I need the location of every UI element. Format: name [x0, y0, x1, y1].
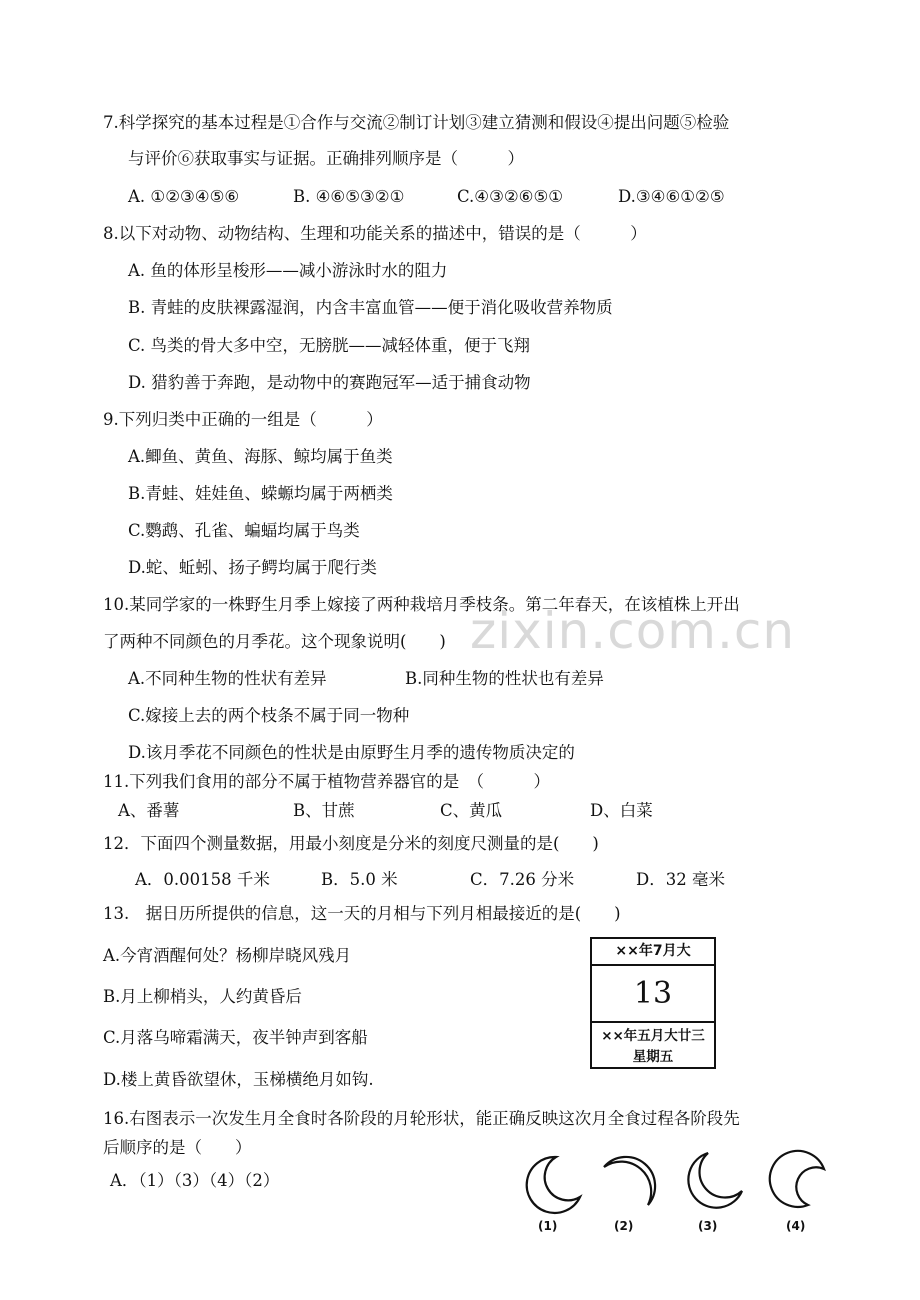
q16-stem-line1: 16.右图表示一次发生月全食时各阶段的月轮形状，能正确反映这次月全食过程各阶段先: [103, 1109, 740, 1128]
q13-option-c: C.月落乌啼霜满天，夜半钟声到客船: [103, 1028, 368, 1047]
q10-option-d: D.该月季花不同颜色的性状是由原野生月季的遗传物质决定的: [128, 743, 575, 762]
q9-option-c: C.鹦鹉、孔雀、蝙蝠均属于鸟类: [128, 521, 360, 540]
q12-option-c: C．7.26 分米: [470, 870, 575, 889]
q9-option-d: D.蛇、蚯蚓、扬子鳄均属于爬行类: [128, 558, 377, 577]
q12-option-d: D．32 毫米: [636, 870, 725, 889]
q11-option-b: B、甘蔗: [293, 801, 355, 820]
q9-option-a: A.鲫鱼、黄鱼、海豚、鲸均属于鱼类: [128, 447, 393, 466]
moon-label-3: (3): [698, 1219, 718, 1233]
q11-stem: 11.下列我们食用的部分不属于植物营养器官的是 （ ）: [103, 772, 550, 791]
crescent-moon-3-icon: [688, 1153, 742, 1208]
moon-label-2: (2): [614, 1219, 634, 1233]
q7-option-c: C.④③②⑥⑤①: [457, 187, 564, 206]
q11-option-d: D、白菜: [590, 801, 653, 820]
moon-label-4: (4): [786, 1219, 806, 1233]
q12-option-b: B．5.0 米: [321, 870, 398, 889]
q12-option-a: A．0.00158 千米: [135, 870, 270, 889]
q16-option-a: A．（1）（3）（4）（2）: [110, 1171, 280, 1190]
q13-option-b: B.月上柳梢头，人约黄昏后: [103, 987, 302, 1006]
q10-option-a: A.不同种生物的性状有差异: [128, 669, 327, 688]
q13-option-d: D.楼上黄昏欲望休，玉梯横绝月如钩.: [103, 1070, 374, 1089]
q16-stem-line2: 后顺序的是（ ）: [103, 1138, 252, 1157]
q10-option-b: B.同种生物的性状也有差异: [405, 669, 604, 688]
calendar-month: ××年7月大: [592, 939, 714, 966]
calendar-lunar-date: ××年五月大廿三: [601, 1028, 705, 1044]
q11-option-c: C、黄瓜: [440, 801, 503, 820]
q10-option-c: C.嫁接上去的两个枝条不属于同一物种: [128, 706, 410, 725]
q7-option-a: A. ①②③④⑤⑥: [128, 187, 240, 206]
q8-option-a: A. 鱼的体形呈梭形——减小游泳时水的阻力: [128, 261, 448, 280]
q8-option-b: B. 青蛙的皮肤裸露湿润，内含丰富血管——便于消化吸收营养物质: [128, 298, 613, 317]
q9-stem: 9.下列归类中正确的一组是（ ）: [103, 410, 383, 429]
moon-label-1: (1): [538, 1219, 558, 1233]
moon-phases-figure: [522, 1147, 838, 1247]
thin-crescent-moon-2-icon: [604, 1157, 655, 1205]
q9-option-b: B.青蛙、娃娃鱼、蝾螈均属于两栖类: [128, 484, 393, 503]
q8-option-d: D. 猎豹善于奔跑，是动物中的赛跑冠军—适于捕食动物: [128, 373, 531, 392]
q11-option-a: A、番薯: [118, 801, 180, 820]
q10-stem-line1: 10.某同学家的一株野生月季上嫁接了两种栽培月季枝条。第二年春天，在该植株上开出: [103, 595, 740, 614]
q13-stem: 13. 据日历所提供的信息，这一天的月相与下列月相最接近的是( ): [103, 904, 621, 923]
q8-option-c: C. 鸟类的骨大多中空，无膀胱——减轻体重，便于飞翔: [128, 336, 531, 355]
gibbous-moon-4-icon: [770, 1151, 824, 1207]
q7-stem-line1: 7.科学探究的基本过程是①合作与交流②制订计划③建立猜测和假设④提出问题⑤检验: [103, 113, 730, 132]
q12-stem: 12．下面四个测量数据，用最小刻度是分米的刻度尺测量的是( ): [103, 834, 599, 853]
calendar-day: 13: [592, 966, 714, 1023]
q7-option-d: D.③④⑥①②⑤: [618, 187, 725, 206]
q10-stem-line2: 了两种不同颜色的月季花。这个现象说明( ): [103, 632, 446, 651]
watermark: zixin.com.cn: [470, 602, 796, 660]
q8-stem: 8.以下对动物、动物结构、生理和功能关系的描述中，错误的是（ ）: [103, 224, 647, 243]
crescent-moon-1-icon: [527, 1157, 580, 1213]
q7-option-b: B. ④⑥⑤③②①: [293, 187, 405, 206]
q7-stem-line2: 与评价⑥获取事实与证据。正确排列顺序是（ ）: [128, 149, 524, 168]
calendar-card: [590, 937, 716, 1069]
calendar-weekday: 星期五: [632, 1049, 674, 1065]
q13-option-a: A.今宵酒醒何处？杨柳岸晓风残月: [103, 946, 352, 965]
